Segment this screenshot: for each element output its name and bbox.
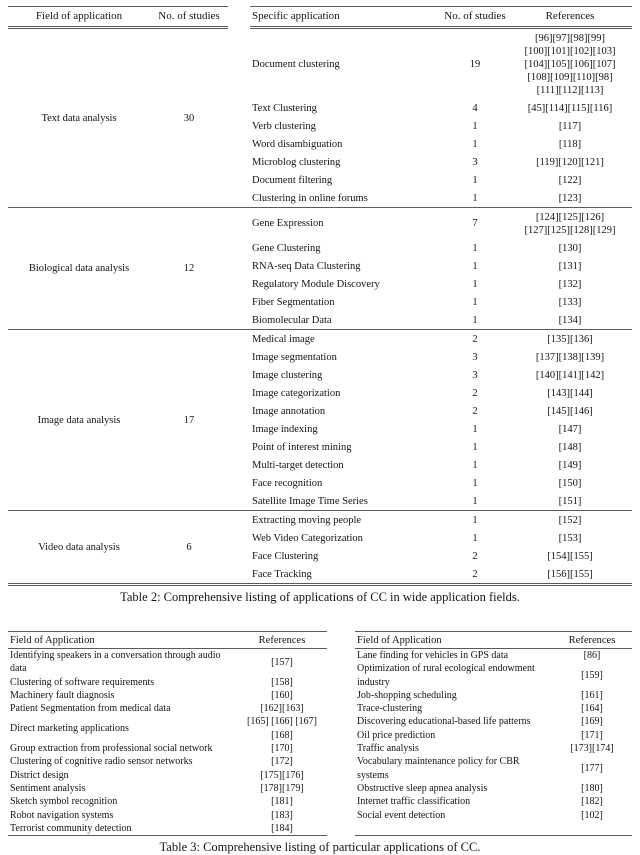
specific-no-of-studies-cell: 4 (472, 102, 478, 114)
references-cell (508, 366, 632, 384)
table3-field-cell: Social event detection (357, 809, 446, 821)
table2-gap-cell (228, 511, 250, 585)
specific-no-of-studies-cell: 1 (472, 495, 478, 507)
references-cell (508, 402, 632, 420)
table2-row (8, 28, 632, 100)
table3-row (355, 809, 632, 822)
table2-col-header-field-of-application: Field of application (8, 7, 150, 28)
reference-line: [152] (558, 514, 582, 526)
references-cell (508, 456, 632, 474)
reference-line: [154][155] (547, 550, 593, 562)
table3-row (355, 689, 632, 702)
reference-line: [123] (558, 192, 582, 204)
table3-row (8, 649, 327, 676)
specific-no-of-studies-cell: 3 (472, 156, 478, 168)
table3-references-cell: [160] (271, 689, 293, 701)
table3-row (355, 795, 632, 808)
table3-row (355, 662, 632, 689)
table3-references-cell: [86] (583, 650, 601, 661)
table3-left-col-header-references: References (237, 632, 327, 649)
table2-col-header-no-of-studies-2: No. of studies (442, 7, 508, 28)
table3-row (355, 649, 632, 663)
table3-field-cell: Machinery fault diagnosis (10, 689, 115, 701)
reference-line: [135][136] (547, 333, 593, 345)
reference-line: [151] (558, 495, 582, 507)
references-cell (508, 257, 632, 275)
table2-applications-wide-fields (8, 6, 632, 586)
reference-line: [45][114][115][116] (527, 102, 613, 114)
references-cell (508, 153, 632, 171)
reference-line: [148] (558, 441, 582, 453)
table3-references-cell: [165] [166] [167] [168] (247, 716, 317, 741)
table3-left-body (8, 649, 327, 836)
table3-references-cell: [183] (271, 809, 293, 821)
specific-no-of-studies-cell: 1 (472, 314, 478, 326)
reference-line: [124][125][126] (535, 211, 605, 223)
table3-field-cell: Sketch symbol recognition (10, 796, 118, 808)
table3-row (8, 755, 327, 768)
reference-line: [133] (558, 296, 582, 308)
specific-no-of-studies-cell: 1 (472, 514, 478, 526)
specific-no-of-studies-cell: 2 (472, 387, 478, 399)
specific-no-of-studies-cell: 3 (472, 351, 478, 363)
reference-line: [108][109][110][98] (527, 71, 613, 83)
table3-row (355, 715, 632, 728)
table3-references-cell: [161] (581, 689, 603, 701)
references-cell (508, 117, 632, 135)
specific-no-of-studies-cell: 1 (472, 532, 478, 544)
reference-line: [147] (558, 423, 582, 435)
specific-no-of-studies-cell: 1 (472, 242, 478, 254)
reference-line: [122] (558, 174, 582, 186)
table3-references-cell: [158] (271, 676, 293, 688)
table3-references-cell: [172] (271, 756, 293, 768)
table3-row (355, 729, 632, 742)
references-cell (508, 275, 632, 293)
table3-field-cell: Trace-clustering (357, 703, 423, 715)
table3-field-cell: Identifying speakers in a conversation through audio data (10, 650, 221, 675)
specific-application-cell: Clustering in online forums (252, 192, 368, 204)
table3-right-box (355, 631, 632, 836)
reference-line: [111][112][113] (536, 84, 604, 96)
specific-application-cell: Extracting moving people (252, 514, 362, 526)
reference-line: [156][155] (547, 568, 593, 580)
references-cell (508, 529, 632, 547)
field-of-application-cell: Text data analysis (41, 112, 117, 124)
table3-right-col-header-references: References (552, 632, 632, 649)
reference-line: [149] (558, 459, 582, 471)
reference-line: [134] (558, 314, 582, 326)
table3-field-cell: Oil price prediction (357, 729, 436, 741)
table2-gap-cell (228, 330, 250, 511)
table3-references-cell: [184] (271, 822, 293, 834)
references-cell (508, 565, 632, 585)
specific-application-cell: Image segmentation (252, 351, 337, 363)
field-no-of-studies-cell: 12 (183, 263, 195, 274)
reference-line: [100][101][102][103] (524, 45, 616, 57)
specific-application-cell: Satellite Image Time Series (252, 495, 368, 507)
reference-line: [153] (558, 532, 582, 544)
specific-application-cell: Medical image (252, 333, 315, 345)
table2-section (8, 28, 632, 208)
specific-application-cell: Multi-target detection (252, 459, 344, 471)
table3-references-cell: [102] (581, 809, 603, 821)
field-of-application-cell: Image data analysis (37, 414, 121, 426)
specific-application-cell: Fiber Segmentation (252, 296, 335, 308)
table3-row (355, 702, 632, 715)
table3-references-cell: [169] (581, 716, 603, 728)
reference-line: [130] (558, 242, 582, 254)
reference-line: [143][144] (547, 387, 593, 399)
references-cell (508, 208, 632, 240)
specific-no-of-studies-cell: 1 (472, 296, 478, 308)
table2-header-row (8, 7, 632, 28)
reference-line: [96][97][98][99] (535, 32, 605, 44)
table3-right-header-row (355, 632, 632, 649)
specific-application-cell: Point of interest mining (252, 441, 352, 453)
references-cell (508, 189, 632, 208)
reference-line: [104][105][106][107] (524, 58, 616, 70)
specific-application-cell: RNA-seq Data Clustering (252, 260, 361, 272)
table3-left-col-header-field: Field of Application (8, 632, 237, 649)
specific-no-of-studies-cell: 1 (472, 120, 478, 132)
references-cell (508, 492, 632, 511)
references-cell (508, 348, 632, 366)
reference-line: [127][125][128][129] (524, 224, 616, 236)
table3-field-cell: Robot navigation systems (10, 809, 114, 821)
references-cell (508, 28, 632, 100)
table3-right (355, 631, 632, 822)
specific-no-of-studies-cell: 1 (472, 459, 478, 471)
table2-col-header-no-of-studies: No. of studies (150, 7, 228, 28)
specific-application-cell: Regulatory Module Discovery (252, 278, 380, 290)
specific-application-cell: Text Clustering (252, 102, 317, 114)
table3-field-cell: Lane finding for vehicles in GPS data (357, 650, 509, 661)
table3-row (355, 755, 632, 782)
field-no-of-studies-cell: 6 (186, 541, 192, 553)
table2-section (8, 208, 632, 330)
table3-field-cell: Terrorist community detection (10, 822, 132, 834)
references-cell (508, 511, 632, 530)
table3-row (8, 782, 327, 795)
specific-application-cell: Gene Clustering (252, 242, 321, 254)
reference-line: [119][120][121] (536, 156, 604, 168)
reference-line: [117] (558, 120, 582, 132)
table3-row (355, 782, 632, 795)
specific-no-of-studies-cell: 2 (472, 568, 478, 580)
table3-field-cell: Patient Segmentation from medical data (10, 703, 171, 715)
table3-references-cell: [173][174] (570, 743, 614, 755)
references-cell (508, 99, 632, 117)
specific-no-of-studies-cell: 1 (472, 192, 478, 204)
references-cell (508, 547, 632, 565)
table2-row (8, 511, 632, 530)
table3-references-cell: [157] (271, 656, 293, 668)
specific-application-cell: Image indexing (252, 423, 318, 435)
table3-references-cell: [170] (271, 743, 293, 755)
table2-row (8, 330, 632, 349)
table3-references-cell: [162][163] (260, 703, 304, 715)
specific-no-of-studies-cell: 3 (472, 369, 478, 381)
table3-row (8, 676, 327, 689)
references-cell (508, 239, 632, 257)
specific-application-cell: Image clustering (252, 369, 323, 381)
specific-no-of-studies-cell: 2 (472, 405, 478, 417)
field-of-application-cell: Video data analysis (38, 541, 120, 553)
field-no-of-studies-cell: 30 (183, 112, 195, 124)
specific-application-cell: Document filtering (252, 174, 333, 186)
specific-application-cell: Image categorization (252, 387, 341, 399)
table3-field-cell: Optimization of rural ecological endowment industry (357, 663, 535, 688)
table3-field-cell: Direct marketing applications (10, 723, 129, 735)
specific-no-of-studies-cell: 19 (469, 58, 481, 70)
table2-section (8, 330, 632, 511)
table2-row (8, 208, 632, 240)
table3-right-col-header-field: Field of Application (355, 632, 552, 649)
table3-row (8, 702, 327, 715)
table3-field-cell: Clustering of software requirements (10, 676, 155, 688)
table3-references-cell: [159] (581, 669, 603, 681)
table3-left-header-row (8, 632, 327, 649)
references-cell (508, 293, 632, 311)
specific-application-cell: Image annotation (252, 405, 326, 417)
field-of-application-cell: Biological data analysis (28, 263, 130, 274)
table3-right-body (355, 649, 632, 822)
specific-application-cell: Microblog clustering (252, 156, 341, 168)
reference-line: [150] (558, 477, 582, 489)
table3-left-box (8, 631, 327, 836)
specific-no-of-studies-cell: 7 (472, 218, 478, 229)
table3-row (355, 742, 632, 755)
specific-no-of-studies-cell: 2 (472, 550, 478, 562)
table2-col-header-references: References (508, 7, 632, 28)
table3-references-cell: [175][176] (260, 769, 304, 781)
references-cell (508, 171, 632, 189)
table3-field-cell: Traffic analysis (357, 743, 419, 755)
table3-references-cell: [171] (581, 729, 603, 741)
table3-row (8, 795, 327, 808)
table3-field-cell: Sentiment analysis (10, 782, 86, 794)
table3-references-cell: [178][179] (260, 782, 304, 794)
reference-line: [145][146] (547, 405, 593, 417)
specific-no-of-studies-cell: 1 (472, 441, 478, 453)
specific-no-of-studies-cell: 1 (472, 278, 478, 290)
table2-section (8, 511, 632, 585)
references-cell (508, 384, 632, 402)
specific-no-of-studies-cell: 2 (472, 333, 478, 345)
specific-application-cell: Document clustering (252, 58, 340, 70)
table3-references-cell: [177] (581, 763, 603, 775)
specific-application-cell: Word disambiguation (252, 138, 343, 150)
specific-application-cell: Verb clustering (252, 120, 316, 132)
table3-caption: Table 3: Comprehensive listing of particular applications of CC. (159, 840, 481, 855)
table3-row (8, 715, 327, 742)
table3-row (8, 769, 327, 782)
reference-line: [140][141][142] (535, 369, 605, 381)
specific-application-cell: Face Clustering (252, 550, 319, 562)
table3-field-cell: Obstructive sleep apnea analysis (357, 782, 488, 794)
table3-references-cell: [180] (581, 782, 603, 794)
table3-references-cell: [164] (581, 703, 603, 715)
field-no-of-studies-cell: 17 (183, 414, 195, 426)
table3-field-cell: District design (10, 769, 69, 781)
references-cell (508, 311, 632, 330)
table3-field-cell: Discovering educational-based life patterns (357, 716, 531, 728)
reference-line: [137][138][139] (535, 351, 605, 363)
table2-caption: Table 2: Comprehensive listing of applications of CC in wide application fields. (120, 590, 520, 604)
specific-no-of-studies-cell: 1 (472, 423, 478, 435)
table3-row (8, 809, 327, 822)
reference-line: [132] (558, 278, 582, 290)
specific-no-of-studies-cell: 1 (472, 174, 478, 186)
table3-field-cell: Internet traffic classification (357, 796, 471, 808)
references-cell (508, 330, 632, 349)
specific-no-of-studies-cell: 1 (472, 260, 478, 272)
reference-line: [118] (558, 138, 582, 150)
table2-gap-cell (228, 208, 250, 330)
specific-application-cell: Gene Expression (252, 218, 324, 229)
table3-field-cell: Clustering of cognitive radio sensor networks (10, 756, 193, 768)
specific-application-cell: Web Video Categorization (252, 532, 363, 544)
references-cell (508, 420, 632, 438)
table2-column-gap (228, 7, 250, 28)
table3-row (8, 689, 327, 702)
references-cell (508, 135, 632, 153)
specific-application-cell: Face recognition (252, 477, 323, 489)
table3-references-cell: [181] (271, 796, 293, 808)
table3-pair (8, 631, 632, 836)
table2-col-header-specific-application: Specific application (250, 7, 442, 28)
table3-field-cell: Job-shopping scheduling (357, 689, 457, 701)
table2-gap-cell (228, 28, 250, 208)
references-cell (508, 438, 632, 456)
table3-references-cell: [182] (581, 796, 603, 808)
specific-application-cell: Biomolecular Data (252, 314, 332, 326)
table3-row (8, 742, 327, 755)
table3-field-cell: Group extraction from professional social network (10, 743, 213, 755)
specific-no-of-studies-cell: 1 (472, 138, 478, 150)
table3-left (8, 631, 327, 835)
reference-line: [131] (558, 260, 582, 272)
references-cell (508, 474, 632, 492)
table3-field-cell: Vocabulary maintenance policy for CBR systems (357, 756, 520, 781)
table3-row (8, 822, 327, 835)
specific-application-cell: Face Tracking (252, 568, 312, 580)
specific-no-of-studies-cell: 1 (472, 477, 478, 489)
